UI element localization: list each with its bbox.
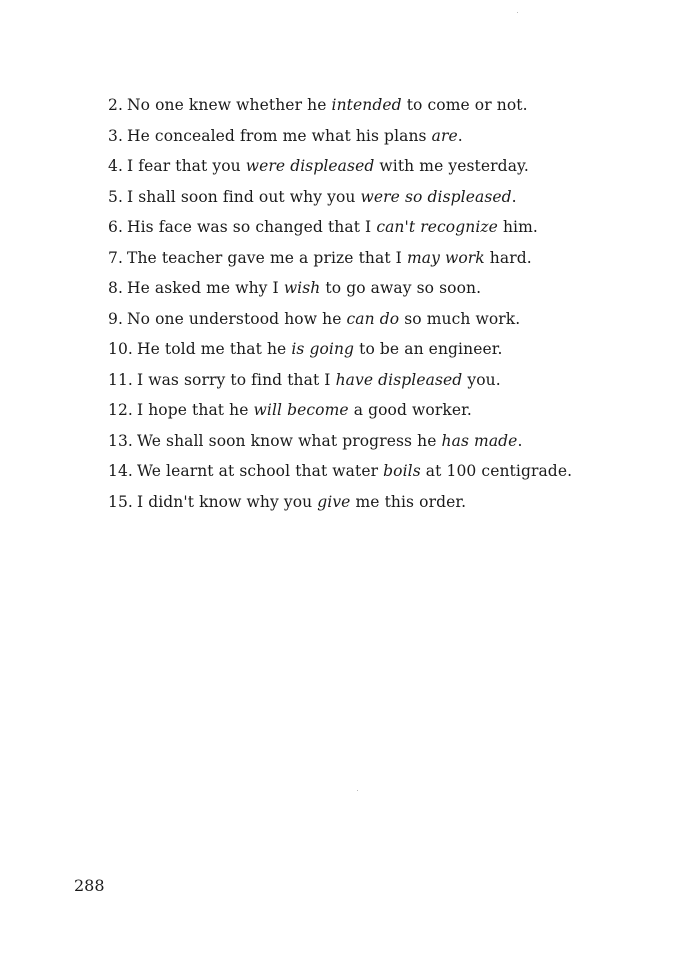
exercise-number: 15. — [108, 492, 133, 511]
page-number: 288 — [74, 876, 105, 895]
exercise-text: He concealed from me what his plans — [127, 126, 432, 145]
exercise-italic-verb: is going — [291, 340, 355, 358]
exercise-text-end: so much work. — [399, 309, 521, 328]
exercise-number: 9. — [108, 309, 123, 328]
exercise-item — [108, 426, 668, 457]
exercise-text-end: . — [457, 126, 463, 145]
exercise-number: 12. — [108, 401, 133, 419]
exercise-number: 11. — [108, 370, 133, 389]
exercise-italic-verb: boils — [383, 462, 421, 480]
exercise-item — [108, 243, 668, 274]
exercise-text: I didn't know why you — [136, 492, 318, 511]
scan-speck — [517, 12, 518, 13]
exercise-text: We learnt at school that water — [136, 462, 384, 480]
exercise-text: He told me that he — [136, 340, 292, 358]
exercise-number: 7. — [108, 248, 123, 267]
exercise-number: 3. — [108, 126, 123, 145]
exercise-text-end: with me yesterday. — [374, 157, 529, 175]
exercise-italic-verb: wish — [283, 279, 321, 297]
exercise-number: 6. — [108, 218, 123, 236]
exercise-number: 10. — [108, 340, 133, 358]
exercise-italic-verb: has made — [441, 431, 518, 450]
exercise-text: I was sorry to find that I — [136, 370, 336, 389]
exercise-text-end: a good worker. — [348, 401, 472, 419]
exercise-item — [108, 334, 668, 365]
exercise-italic-verb: can't recognize — [376, 218, 498, 236]
exercise-text-end: hard. — [484, 248, 532, 267]
scan-speck — [357, 790, 358, 791]
exercise-item — [108, 304, 668, 335]
exercise-italic-verb: may work — [406, 248, 485, 267]
exercise-list — [108, 90, 668, 517]
exercise-number: 4. — [108, 157, 123, 175]
exercise-text: No one knew whether he — [127, 96, 332, 114]
exercise-text: I shall soon find out why you — [127, 187, 361, 206]
exercise-text-end: to go away so soon. — [320, 279, 482, 297]
exercise-italic-verb: can do — [346, 309, 400, 328]
exercise-item — [108, 365, 668, 396]
exercise-text-end: to be an engineer. — [354, 340, 503, 358]
exercise-number: 14. — [108, 462, 133, 480]
exercise-item — [108, 182, 668, 213]
exercise-item — [108, 273, 668, 304]
exercise-text: His face was so changed that I — [127, 218, 377, 236]
exercise-item — [108, 487, 668, 518]
exercise-item — [108, 121, 668, 152]
exercise-text: No one understood how he — [127, 309, 347, 328]
exercise-italic-verb: intended — [331, 96, 402, 114]
exercise-number: 5. — [108, 187, 123, 206]
exercise-text: The teacher gave me a prize that I — [127, 248, 407, 267]
exercise-text-end: him. — [497, 218, 538, 236]
exercise-italic-verb: are — [431, 126, 458, 145]
exercise-text: I hope that he — [136, 401, 254, 419]
exercise-text-end: at 100 centigrade. — [420, 462, 573, 480]
exercise-text-end: you. — [462, 370, 501, 389]
exercise-text-end: . — [517, 431, 523, 450]
exercise-item — [108, 395, 668, 426]
exercise-item — [108, 212, 668, 243]
exercise-text: We shall soon know what progress he — [136, 431, 442, 450]
exercise-number: 13. — [108, 431, 133, 450]
exercise-italic-verb: were displeased — [245, 157, 375, 175]
exercise-number: 8. — [108, 279, 123, 297]
exercise-italic-verb: were so displeased — [360, 187, 512, 206]
exercise-text: He asked me why I — [127, 279, 284, 297]
exercise-item — [108, 456, 668, 487]
exercise-italic-verb: give — [317, 492, 351, 511]
exercise-item — [108, 90, 668, 121]
exercise-item — [108, 151, 668, 182]
exercise-italic-verb: have displeased — [335, 370, 463, 389]
exercise-number: 2. — [108, 96, 123, 114]
exercise-text-end: to come or not. — [401, 96, 528, 114]
exercise-text-end: . — [511, 187, 517, 206]
exercise-italic-verb: will become — [253, 401, 349, 419]
exercise-text: I fear that you — [127, 157, 246, 175]
exercise-text-end: me this order. — [350, 492, 467, 511]
